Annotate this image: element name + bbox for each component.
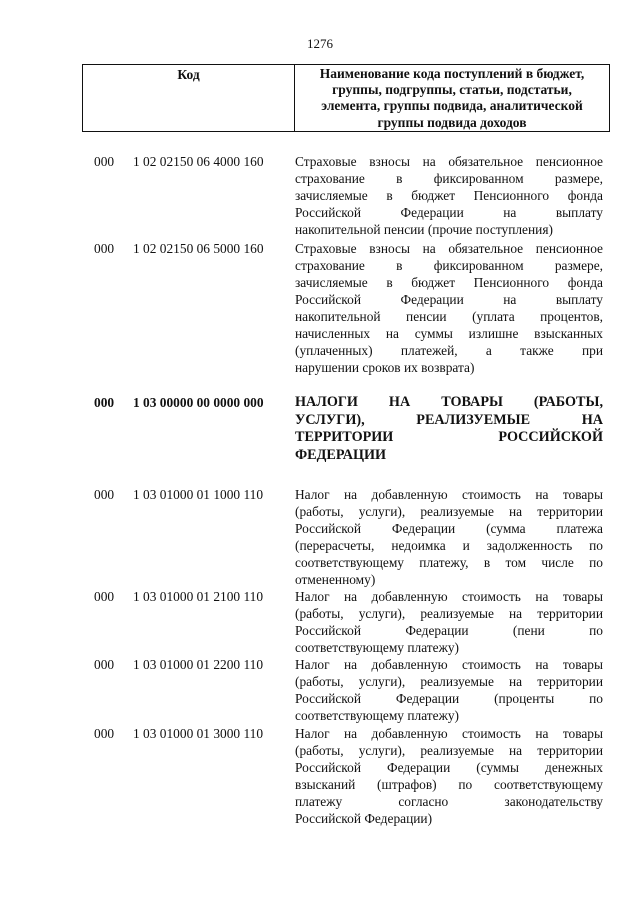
description-line: (работы, услуги), реализуемые на территории — [295, 606, 603, 621]
admin-code: 000 — [94, 726, 115, 741]
header-code-column: Код — [83, 65, 295, 131]
description-line: взысканий (штрафов) по соответствующему — [295, 777, 603, 792]
income-description — [295, 656, 603, 724]
description-line: ТЕРРИТОРИИ РОССИЙСКОЙ — [295, 429, 603, 445]
header-name-column — [295, 65, 609, 131]
description-line: Страховые взносы на обязательное пенсионное — [295, 154, 603, 169]
description-line: Российской Федерации) — [295, 811, 433, 826]
description-line: УСЛУГИ), РЕАЛИЗУЕМЫЕ НА — [295, 411, 603, 428]
description-line: Российской Федерации на выплату — [295, 205, 603, 220]
admin-code: 000 — [94, 487, 115, 502]
description-line: отмененному) — [295, 572, 376, 587]
budget-code: 1 03 01000 01 3000 110 — [133, 726, 264, 741]
income-description — [295, 153, 603, 238]
budget-code: 1 02 02150 06 5000 160 — [133, 241, 264, 256]
table-header — [82, 64, 610, 132]
description-line: Страховые взносы на обязательное пенсионное — [295, 241, 603, 256]
description-line: Российской Федерации (пени по — [295, 623, 603, 638]
description-line: соответствующему платежу, в том числе по — [295, 555, 603, 570]
income-description — [295, 725, 603, 827]
budget-code: 1 02 02150 06 4000 160 — [133, 154, 264, 169]
budget-code: 1 03 01000 01 2200 110 — [133, 657, 264, 672]
income-description — [295, 486, 603, 588]
income-description — [295, 588, 603, 656]
description-line: (уплаченных) платежей, а также при — [295, 343, 603, 358]
header-name-line: группы подвида доходов — [377, 114, 527, 130]
budget-code: 1 03 01000 01 1000 110 — [133, 487, 264, 502]
description-line: Налог на добавленную стоимость на товары — [295, 589, 603, 604]
admin-code: 000 — [94, 154, 115, 169]
description-line: Российской Федерации на выплату — [295, 292, 603, 307]
description-line: страхование в фиксированном размере, — [295, 258, 603, 273]
header-name-line: группы, подгруппы, статьи, подстатьи, — [332, 82, 572, 98]
description-line: (перерасчеты, недоимка и задолженность по — [295, 538, 603, 553]
description-line: нарушении сроков их возврата) — [295, 360, 475, 375]
description-line: (работы, услуги), реализуемые на территории — [295, 743, 603, 758]
description-line: платежу согласно законодательству — [295, 794, 603, 809]
description-line: (работы, услуги), реализуемые на территории — [295, 504, 603, 519]
description-line: начисленных на суммы излишне взысканных — [295, 326, 603, 341]
description-line: накопительной пенсии (прочие поступления) — [295, 222, 553, 237]
description-line: ФЕДЕРАЦИИ — [295, 446, 387, 463]
description-line: Налог на добавленную стоимость на товары — [295, 726, 603, 741]
description-line: Российской Федерации (сумма платежа — [295, 521, 603, 536]
header-name-line: элемента, группы подвида, аналитической — [321, 98, 583, 114]
budget-code: 1 03 01000 01 2100 110 — [133, 589, 264, 604]
admin-code: 000 — [94, 657, 115, 672]
description-line: Российской Федерации (проценты по — [295, 691, 603, 706]
header-name-line: Наименование кода поступлений в бюджет, — [319, 66, 585, 81]
description-line: (работы, услуги), реализуемые на территории — [295, 674, 603, 689]
income-description — [295, 394, 603, 464]
description-line: Налог на добавленную стоимость на товары — [295, 487, 603, 502]
description-line: Российской Федерации (суммы денежных — [295, 760, 603, 775]
admin-code: 000 — [94, 241, 115, 256]
description-line: соответствующему платежу) — [295, 708, 459, 723]
description-line: страхование в фиксированном размере, — [295, 171, 603, 186]
description-line: зачисляемые в бюджет Пенсионного фонда — [295, 275, 603, 290]
page-number: 1276 — [307, 36, 333, 51]
income-description — [295, 240, 603, 376]
description-line: зачисляемые в бюджет Пенсионного фонда — [295, 188, 603, 203]
description-line: соответствующему платежу) — [295, 640, 459, 655]
admin-code: 000 — [94, 589, 115, 604]
description-line: Налог на добавленную стоимость на товары — [295, 657, 603, 672]
description-line: накопительной пенсии (уплата процентов, — [295, 309, 603, 324]
budget-code: 1 03 00000 00 0000 000 — [133, 395, 264, 410]
description-line: НАЛОГИ НА ТОВАРЫ (РАБОТЫ, — [295, 394, 603, 410]
admin-code: 000 — [94, 395, 115, 410]
